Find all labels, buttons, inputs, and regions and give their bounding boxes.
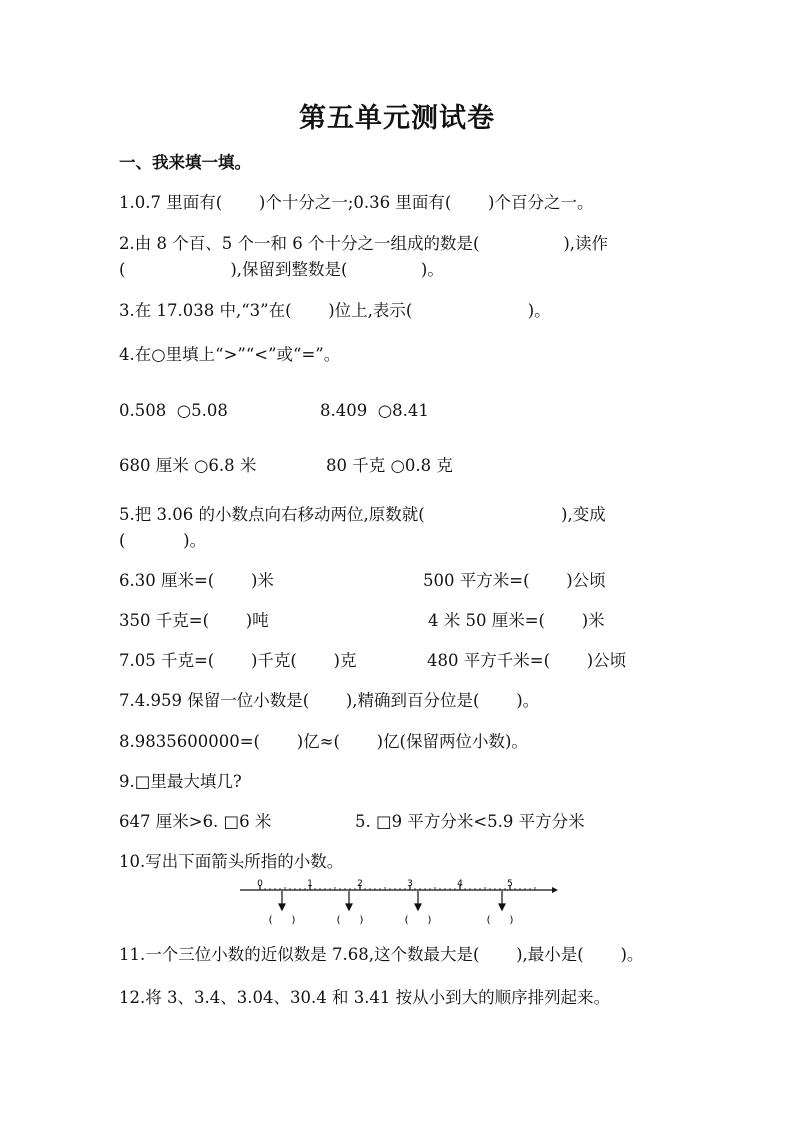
question-6-item-c: 350 千克=( )吨 (119, 611, 269, 630)
number-line-arrows (279, 891, 505, 910)
tick-label-0: 0 (257, 879, 263, 889)
question-4: 4.在○里填上“>”“<”或“=”。 (119, 345, 341, 364)
number-line-ticks (260, 885, 535, 890)
number-line-arrowhead (552, 887, 558, 893)
question-4-item-c: 680 厘米 ○6.8 米 (119, 456, 257, 475)
question-12: 12.将 3、3.4、3.04、30.4 和 3.41 按从小到大的顺序排列起来。 (119, 988, 611, 1007)
tick-label-5: 5 (507, 879, 513, 889)
question-4-item-d: 80 千克 ○0.8 克 (326, 456, 453, 475)
section-heading: 一、我来填一填。 (119, 153, 251, 172)
number-line-figure (236, 878, 558, 928)
answer-blank-4: ( ) (486, 915, 514, 926)
question-9: 9.□里最大填几? (119, 772, 242, 791)
question-4-item-b: 8.409 ○8.41 (320, 401, 429, 420)
down-arrow-icon (415, 904, 421, 910)
answer-blank-1: ( ) (268, 915, 296, 926)
down-arrow-icon (279, 904, 285, 910)
question-1: 1.0.7 里面有( )个十分之一;0.36 里面有( )个百分之一。 (119, 193, 594, 212)
tick-label-1: 1 (307, 879, 313, 889)
question-7: 7.4.959 保留一位小数是( ),精确到百分位是( )。 (119, 691, 540, 710)
down-arrow-icon (499, 904, 505, 910)
tick-label-4: 4 (457, 879, 463, 889)
answer-blank-2: ( ) (336, 915, 364, 926)
question-4-item-a: 0.508 ○5.08 (119, 401, 228, 420)
tick-label-2: 2 (357, 879, 363, 889)
question-10: 10.写出下面箭头所指的小数。 (119, 852, 344, 871)
page-title: 第五单元测试卷 (299, 103, 495, 134)
question-5-line-1: 5.把 3.06 的小数点向右移动两位,原数就( ),变成 (119, 505, 606, 524)
question-6-item-f: 480 平方千米=( )公顷 (427, 651, 627, 670)
question-6-item-d: 4 米 50 厘米=( )米 (428, 611, 605, 630)
question-6-item-e: 7.05 千克=( )千克( )克 (119, 651, 357, 670)
question-6-item-a: 6.30 厘米=( )米 (119, 571, 274, 590)
question-11: 11.一个三位小数的近似数是 7.68,这个数最大是( ),最小是( )。 (119, 945, 644, 964)
question-9-item-a: 647 厘米>6. □6 米 (119, 812, 272, 831)
question-9-item-b: 5. □9 平方分米<5.9 平方分米 (355, 812, 585, 831)
down-arrow-icon (346, 904, 352, 910)
question-8: 8.9835600000=( )亿≈( )亿(保留两位小数)。 (119, 732, 528, 751)
answer-blank-3: ( ) (404, 915, 432, 926)
question-2-line-2: ( ),保留到整数是( )。 (119, 260, 444, 279)
question-5-line-2: ( )。 (119, 531, 207, 550)
question-3: 3.在 17.038 中,“3”在( )位上,表示( )。 (119, 301, 551, 320)
question-2-line-1: 2.由 8 个百、5 个一和 6 个十分之一组成的数是( ),读作 (119, 234, 608, 253)
tick-label-3: 3 (407, 879, 413, 889)
question-6-item-b: 500 平方米=( )公顷 (423, 571, 606, 590)
